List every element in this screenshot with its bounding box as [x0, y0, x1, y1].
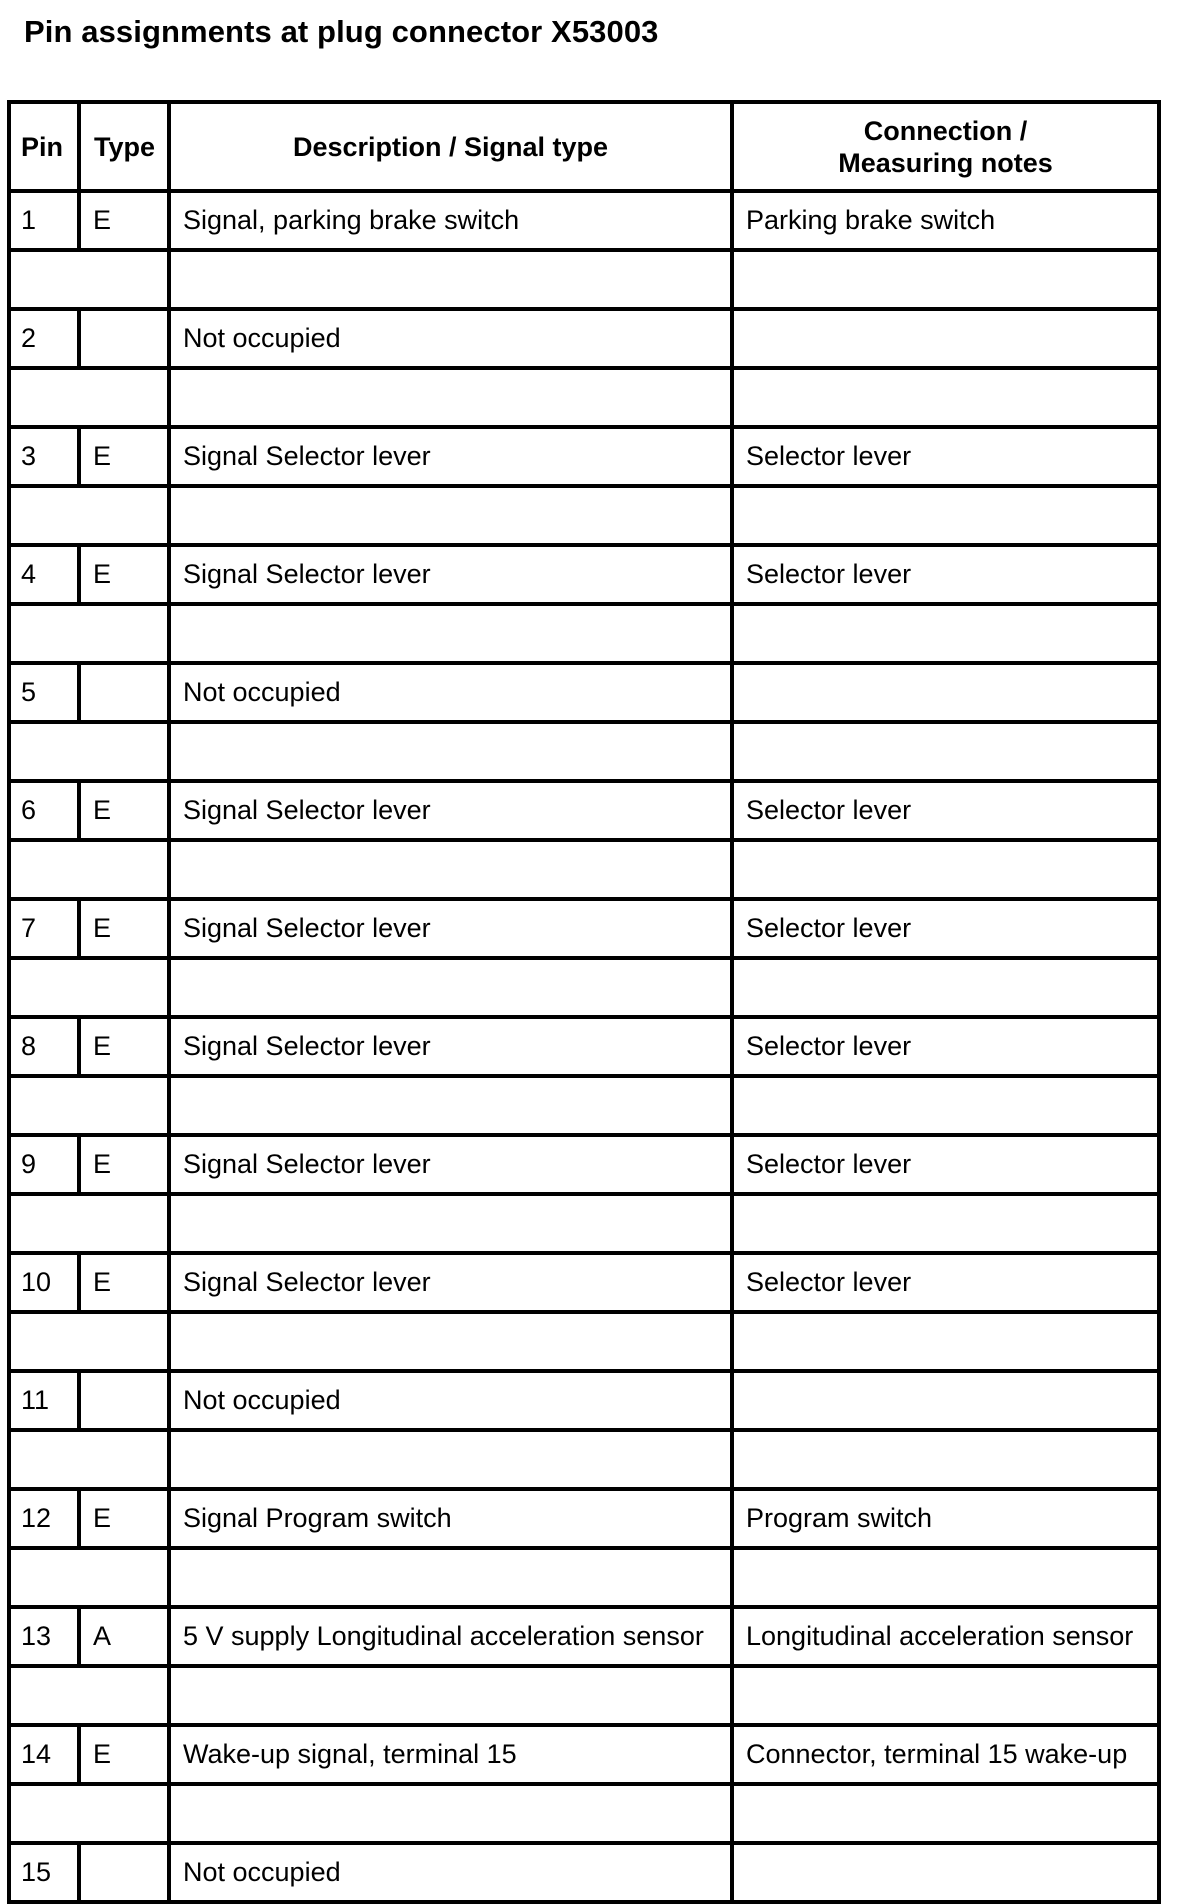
table-row: [9, 309, 1159, 368]
spacer-cell: [732, 1430, 1159, 1489]
description-cell: Signal Selector lever: [169, 427, 732, 486]
pin-cell: 7: [9, 899, 79, 958]
spacer-row: [9, 840, 1159, 899]
spacer-row: [9, 1076, 1159, 1135]
type-cell: [79, 663, 169, 722]
type-cell: E: [79, 781, 169, 840]
notes-cell: Longitudinal acceleration sensor: [732, 1607, 1159, 1666]
table-row: [9, 1725, 1159, 1784]
spacer-cell: [9, 1076, 169, 1135]
pin-cell: 8: [9, 1017, 79, 1076]
spacer-cell: [732, 1076, 1159, 1135]
notes-cell: Selector lever: [732, 427, 1159, 486]
type-cell: A: [79, 1607, 169, 1666]
spacer-row: [9, 1784, 1159, 1843]
description-cell: Not occupied: [169, 663, 732, 722]
table-row: [9, 427, 1159, 486]
spacer-cell: [732, 840, 1159, 899]
spacer-cell: [169, 1430, 732, 1489]
spacer-row: [9, 1430, 1159, 1489]
spacer-cell: [9, 1194, 169, 1253]
notes-cell: [732, 309, 1159, 368]
type-cell: [79, 1371, 169, 1430]
spacer-row: [9, 1548, 1159, 1607]
spacer-cell: [9, 840, 169, 899]
spacer-row: [9, 1666, 1159, 1725]
pin-cell: 1: [9, 191, 79, 250]
spacer-cell: [169, 1666, 732, 1725]
description-cell: Signal Selector lever: [169, 1253, 732, 1312]
pin-cell: 15: [9, 1843, 79, 1902]
notes-cell: [732, 1371, 1159, 1430]
notes-cell: Selector lever: [732, 899, 1159, 958]
description-cell: Signal Selector lever: [169, 1135, 732, 1194]
notes-cell: Selector lever: [732, 781, 1159, 840]
pin-cell: 13: [9, 1607, 79, 1666]
type-cell: E: [79, 1489, 169, 1548]
description-cell: Signal Program switch: [169, 1489, 732, 1548]
spacer-cell: [169, 958, 732, 1017]
table-row: [9, 1489, 1159, 1548]
spacer-row: [9, 722, 1159, 781]
spacer-cell: [9, 368, 169, 427]
type-cell: E: [79, 545, 169, 604]
description-cell: Signal Selector lever: [169, 781, 732, 840]
spacer-cell: [169, 486, 732, 545]
spacer-cell: [169, 1784, 732, 1843]
spacer-cell: [169, 1076, 732, 1135]
spacer-row: [9, 958, 1159, 1017]
spacer-cell: [169, 250, 732, 309]
spacer-cell: [732, 368, 1159, 427]
spacer-cell: [732, 1666, 1159, 1725]
spacer-cell: [9, 1784, 169, 1843]
notes-cell: [732, 1843, 1159, 1902]
header-description: Description / Signal type: [169, 102, 732, 191]
description-cell: Not occupied: [169, 1843, 732, 1902]
pin-cell: 2: [9, 309, 79, 368]
spacer-cell: [9, 486, 169, 545]
spacer-row: [9, 1312, 1159, 1371]
pin-cell: 3: [9, 427, 79, 486]
notes-cell: Connector, terminal 15 wake-up: [732, 1725, 1159, 1784]
type-cell: E: [79, 1017, 169, 1076]
table-row: [9, 545, 1159, 604]
description-cell: 5 V supply Longitudinal acceleration sensor: [169, 1607, 732, 1666]
notes-cell: Selector lever: [732, 1253, 1159, 1312]
notes-cell: Selector lever: [732, 545, 1159, 604]
table-row: [9, 1371, 1159, 1430]
pin-cell: 12: [9, 1489, 79, 1548]
notes-cell: Selector lever: [732, 1017, 1159, 1076]
spacer-cell: [732, 250, 1159, 309]
type-cell: E: [79, 1135, 169, 1194]
description-cell: Signal Selector lever: [169, 545, 732, 604]
spacer-cell: [9, 1548, 169, 1607]
spacer-row: [9, 604, 1159, 663]
spacer-cell: [732, 1194, 1159, 1253]
spacer-cell: [9, 722, 169, 781]
spacer-cell: [9, 604, 169, 663]
type-cell: E: [79, 899, 169, 958]
spacer-cell: [169, 1312, 732, 1371]
type-cell: E: [79, 191, 169, 250]
table-row: [9, 781, 1159, 840]
notes-cell: Program switch: [732, 1489, 1159, 1548]
spacer-cell: [169, 604, 732, 663]
table-row: [9, 191, 1159, 250]
notes-cell: Parking brake switch: [732, 191, 1159, 250]
spacer-cell: [169, 1194, 732, 1253]
page-title: Pin assignments at plug connector X53003: [24, 14, 659, 49]
description-cell: Signal, parking brake switch: [169, 191, 732, 250]
spacer-cell: [169, 722, 732, 781]
pin-cell: 14: [9, 1725, 79, 1784]
description-cell: Signal Selector lever: [169, 1017, 732, 1076]
spacer-cell: [732, 1312, 1159, 1371]
type-cell: E: [79, 1725, 169, 1784]
spacer-row: [9, 486, 1159, 545]
pin-cell: 5: [9, 663, 79, 722]
spacer-cell: [732, 1784, 1159, 1843]
spacer-cell: [9, 1666, 169, 1725]
spacer-row: [9, 1194, 1159, 1253]
table-row: [9, 1607, 1159, 1666]
table-header-row: [9, 102, 1159, 191]
description-cell: Wake-up signal, terminal 15: [169, 1725, 732, 1784]
spacer-cell: [732, 958, 1159, 1017]
type-cell: [79, 309, 169, 368]
description-cell: Not occupied: [169, 309, 732, 368]
spacer-cell: [732, 486, 1159, 545]
table-row: [9, 1135, 1159, 1194]
spacer-cell: [169, 1548, 732, 1607]
table-row: [9, 1017, 1159, 1076]
pin-assignment-table: [7, 100, 1161, 1904]
pin-cell: 9: [9, 1135, 79, 1194]
type-cell: [79, 1843, 169, 1902]
table-row: [9, 663, 1159, 722]
description-cell: Not occupied: [169, 1371, 732, 1430]
description-cell: Signal Selector lever: [169, 899, 732, 958]
pin-cell: 10: [9, 1253, 79, 1312]
header-pin: Pin: [9, 102, 79, 191]
pin-cell: 11: [9, 1371, 79, 1430]
spacer-cell: [732, 722, 1159, 781]
pin-cell: 6: [9, 781, 79, 840]
spacer-cell: [9, 1430, 169, 1489]
table-body: [9, 191, 1159, 1902]
table-row: [9, 1843, 1159, 1902]
table-row: [9, 1253, 1159, 1312]
spacer-cell: [9, 250, 169, 309]
spacer-row: [9, 250, 1159, 309]
header-type: Type: [79, 102, 169, 191]
spacer-cell: [9, 1312, 169, 1371]
spacer-cell: [732, 604, 1159, 663]
spacer-cell: [9, 958, 169, 1017]
notes-cell: [732, 663, 1159, 722]
header-notes: Connection / Measuring notes: [732, 102, 1159, 191]
spacer-row: [9, 368, 1159, 427]
spacer-cell: [169, 368, 732, 427]
pin-cell: 4: [9, 545, 79, 604]
spacer-cell: [169, 840, 732, 899]
spacer-cell: [732, 1548, 1159, 1607]
type-cell: E: [79, 427, 169, 486]
table-row: [9, 899, 1159, 958]
type-cell: E: [79, 1253, 169, 1312]
notes-cell: Selector lever: [732, 1135, 1159, 1194]
